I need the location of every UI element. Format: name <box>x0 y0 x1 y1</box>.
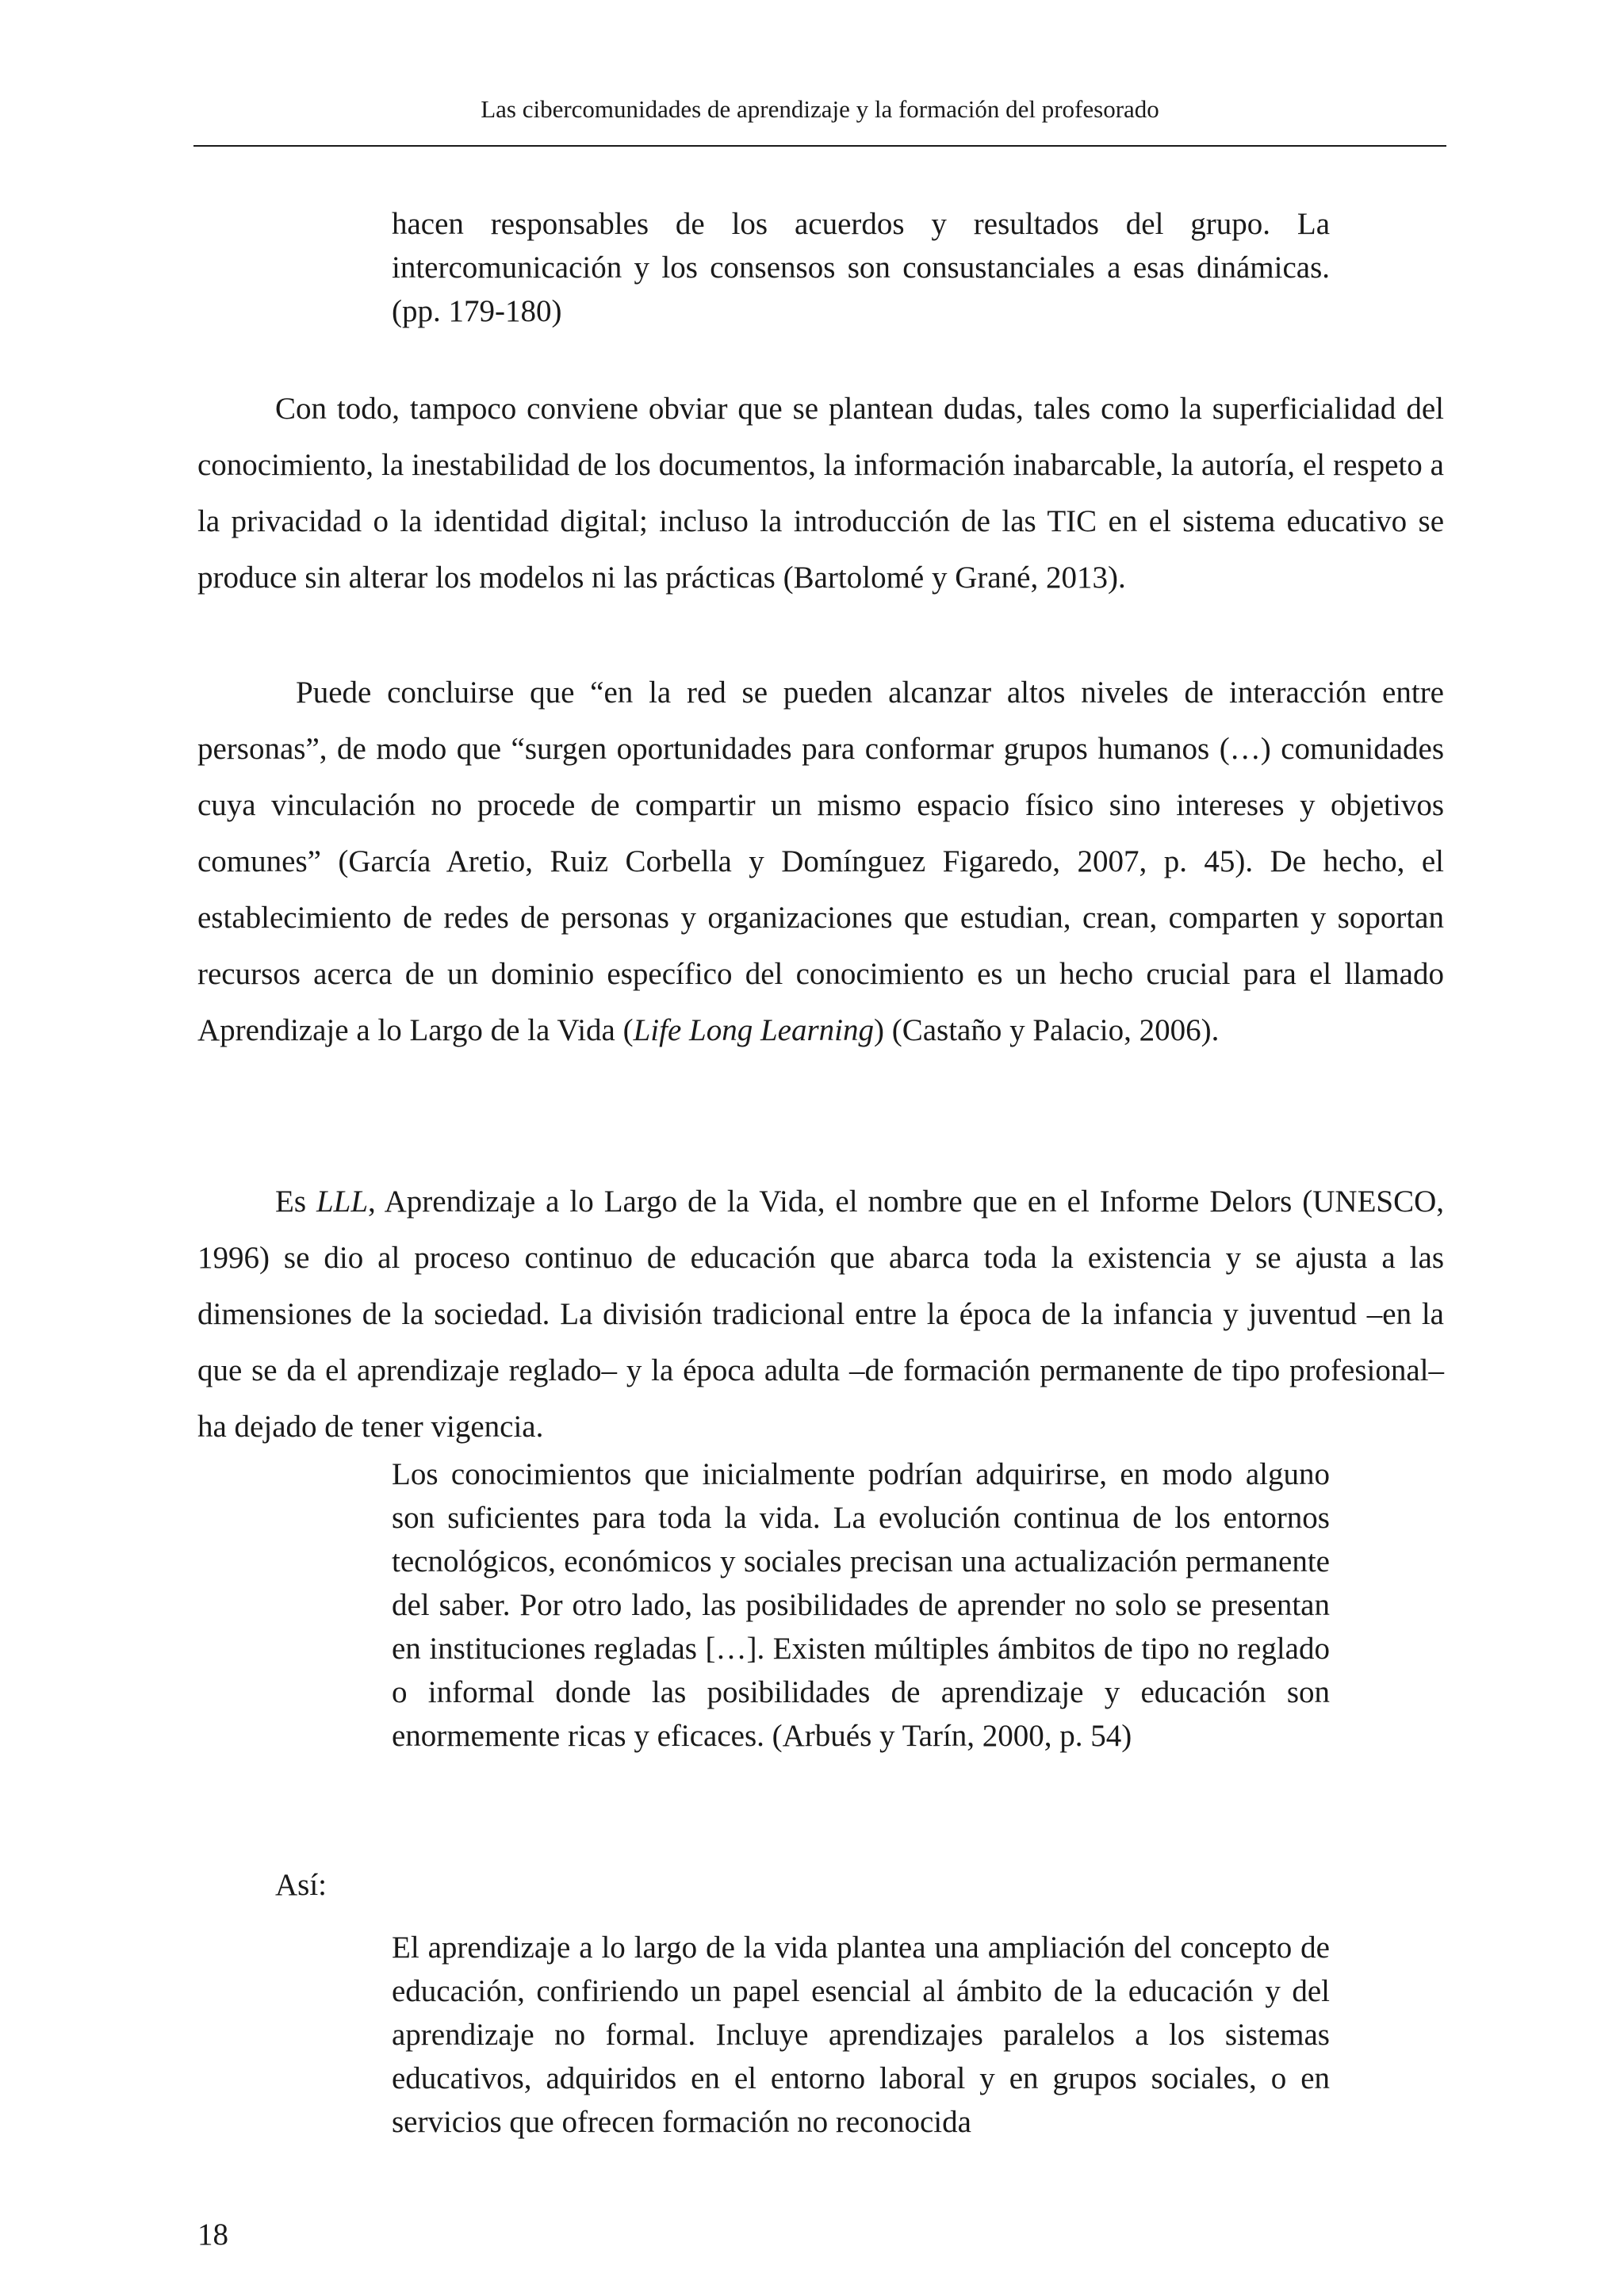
body-paragraph: Con todo, tampoco conviene obviar que se plantean dudas, tales como la superficialidad del conocimiento, la inestabilidad de los documentos, la información inabarcable, la autoría, el respeto a la privacidad o la identidad digital; incluso la introducción de las TIC en el sistema educativo se produce sin alterar los modelos ni las prácticas (Bartolomé y Grané, 2013). <box>197 392 1444 595</box>
paragraph-text: , Aprendizaje a lo Largo de la Vida, el nombre que en el Informe Delors (UNESCO, 1996) se dio al proceso continuo de educación que abarca toda la existencia y se ajusta a las dimensiones de la sociedad. La división tradicional entre la época de la infancia y juventud –en la que se da el aprendizaje reglado– y la época adulta –de formación permanente de tipo profesional– ha dejado de tener vigencia. <box>197 1184 1445 1444</box>
paragraph-text: Es <box>275 1184 316 1219</box>
block-quote: hacen responsables de los acuerdos y resultados del grupo. La intercomunicación y los consensos son consustanciales a esas dinámicas. (pp. 179-180) <box>392 207 1330 328</box>
body-paragraph <box>197 1173 1444 1455</box>
header-divider <box>193 145 1446 147</box>
italic-term: LLL <box>316 1184 369 1219</box>
block-quote: Los conocimientos que inicialmente podrían adquirirse, en modo alguno son suficientes para toda la vida. La evolución continua de los entornos tecnológicos, económicos y sociales precisan una actualización permanente del saber. Por otro lado, las posibilidades de aprender no solo se presentan en instituciones regladas […]. Existen múltiples ámbitos de tipo no reglado o informal donde las posibilidades de aprendizaje y educación son enormemente ricas y eficaces. (Arbués y Tarín, 2000, p. 54) <box>392 1457 1330 1753</box>
paragraph-text: Puede concluirse que “en la red se pueden alcanzar altos niveles de interacción entre personas”, de modo que “surgen oportunidades para conformar grupos humanos (…) comunidades cuya vinculación no procede de compartir un mismo espacio físico sino intereses y objetivos comunes” (García Aretio, Ruiz Corbella y Domínguez Figaredo, 2007, p. 45). De hecho, el establecimiento de redes de personas y organizaciones que estudian, crean, comparten y soportan recursos acerca de un dominio específico del conocimiento es un hecho crucial para el llamado Aprendizaje a lo Largo de la Vida ( <box>197 675 1444 1047</box>
page-number: 18 <box>197 2218 228 2252</box>
block-quote: El aprendizaje a lo largo de la vida plantea una ampliación del concepto de educación, confiriendo un papel esencial al ámbito de la educación y del aprendizaje no formal. Incluye aprendizajes paralelos a los sistemas educativos, adquiridos en el entorno laboral y en grupos sociales, o en servicios que ofrecen formación no reconocida <box>392 1931 1330 2139</box>
paragraph-text: ) (Castaño y Palacio, 2006). <box>873 1013 1220 1047</box>
italic-term: Life Long Learning <box>633 1013 874 1047</box>
lead-in-label: Así: <box>275 1868 327 1902</box>
running-header: Las cibercomunidades de aprendizaje y la formación del profesorado <box>481 95 1159 123</box>
body-paragraph <box>197 664 1444 1058</box>
